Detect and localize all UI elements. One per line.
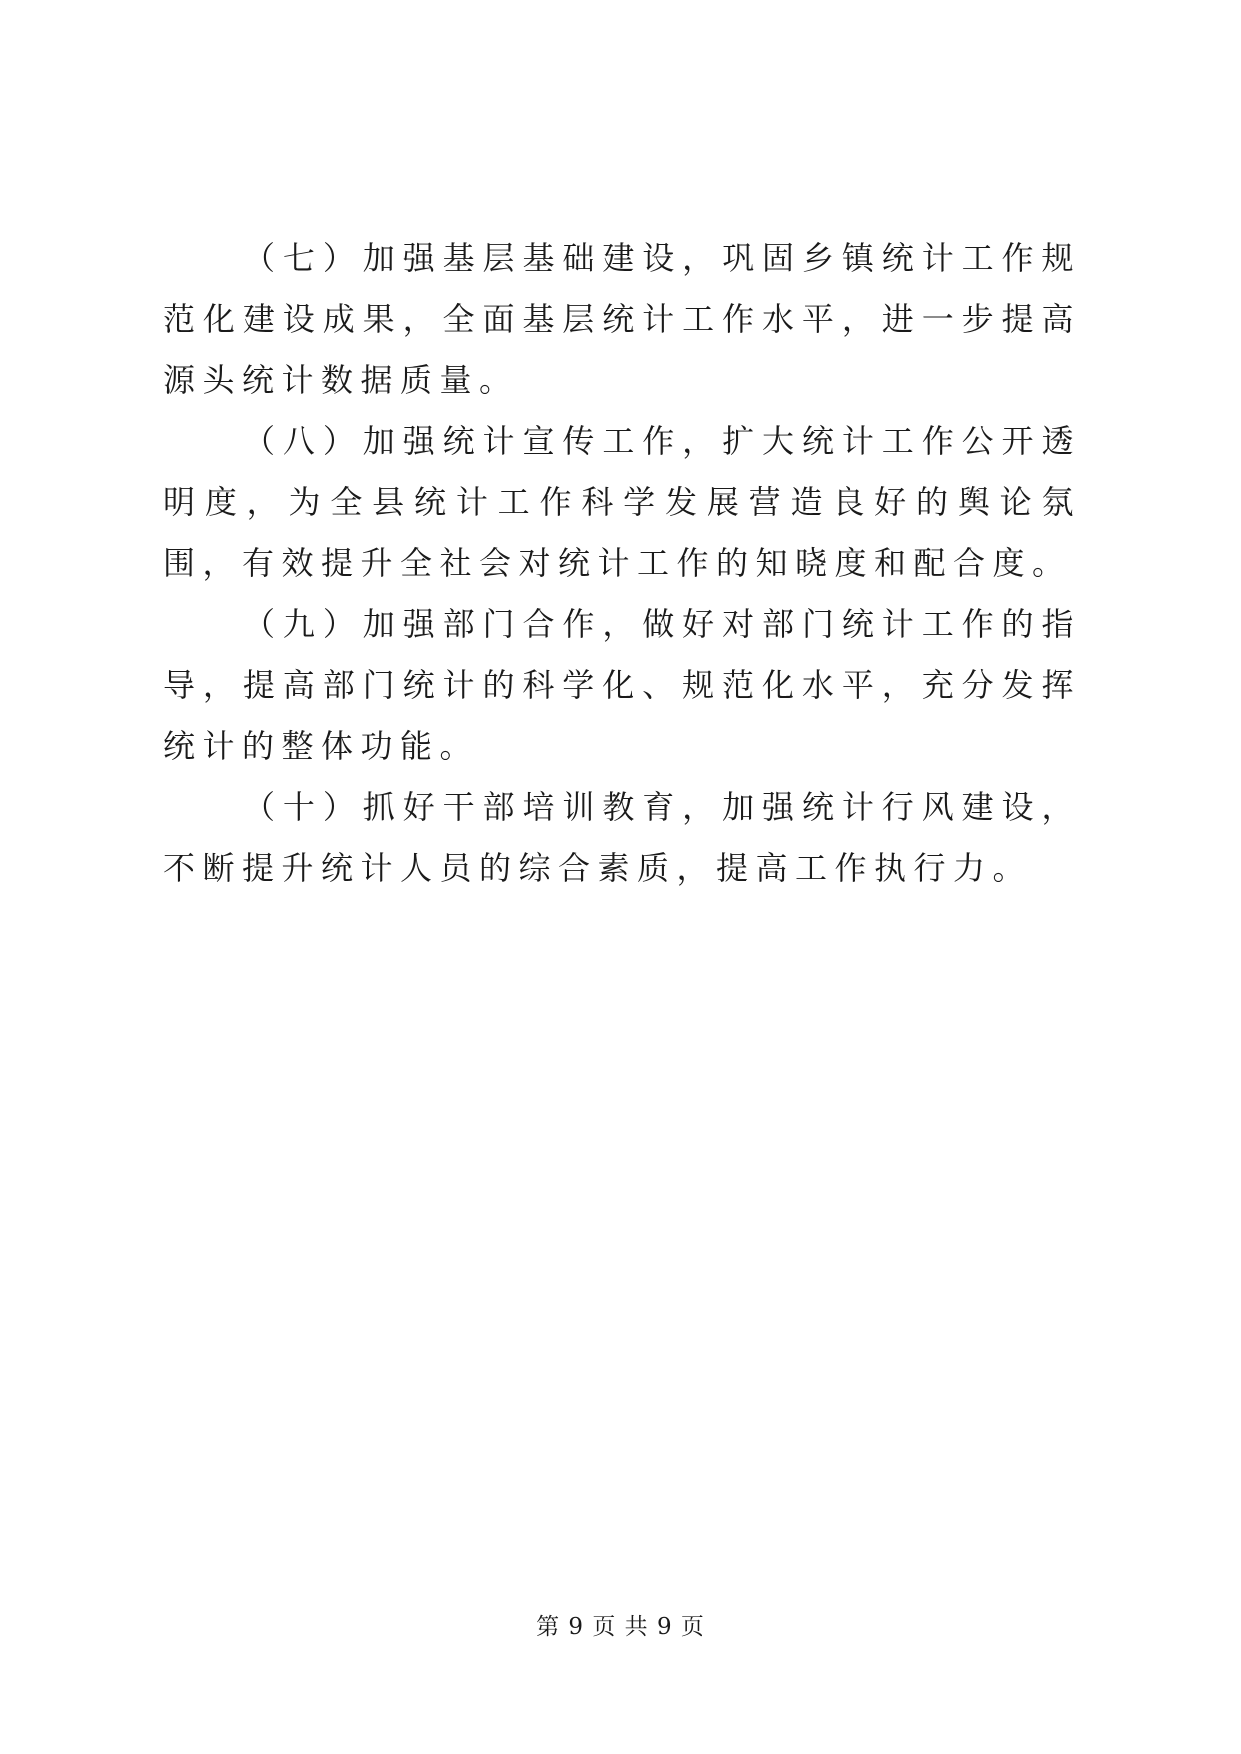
paragraph-9: （九）加强部门合作，做好对部门统计工作的指导，提高部门统计的科学化、规范化水平，充分发挥统计的整体功能。	[163, 605, 1081, 765]
document-body	[163, 228, 1081, 899]
paragraph-10: （十）抓好干部培训教育，加强统计行风建设，不断提升统计人员的综合素质，提高工作执行力。	[163, 788, 1081, 887]
page-number-footer: 第 9 页 共 9 页	[536, 1614, 705, 1640]
paragraph-8: （八）加强统计宣传工作，扩大统计工作公开透明度，为全县统计工作科学发展营造良好的舆论氛围，有效提升全社会对统计工作的知晓度和配合度。	[163, 422, 1081, 582]
paragraph-7: （七）加强基层基础建设，巩固乡镇统计工作规范化建设成果，全面基层统计工作水平，进一步提高源头统计数据质量。	[163, 239, 1081, 399]
